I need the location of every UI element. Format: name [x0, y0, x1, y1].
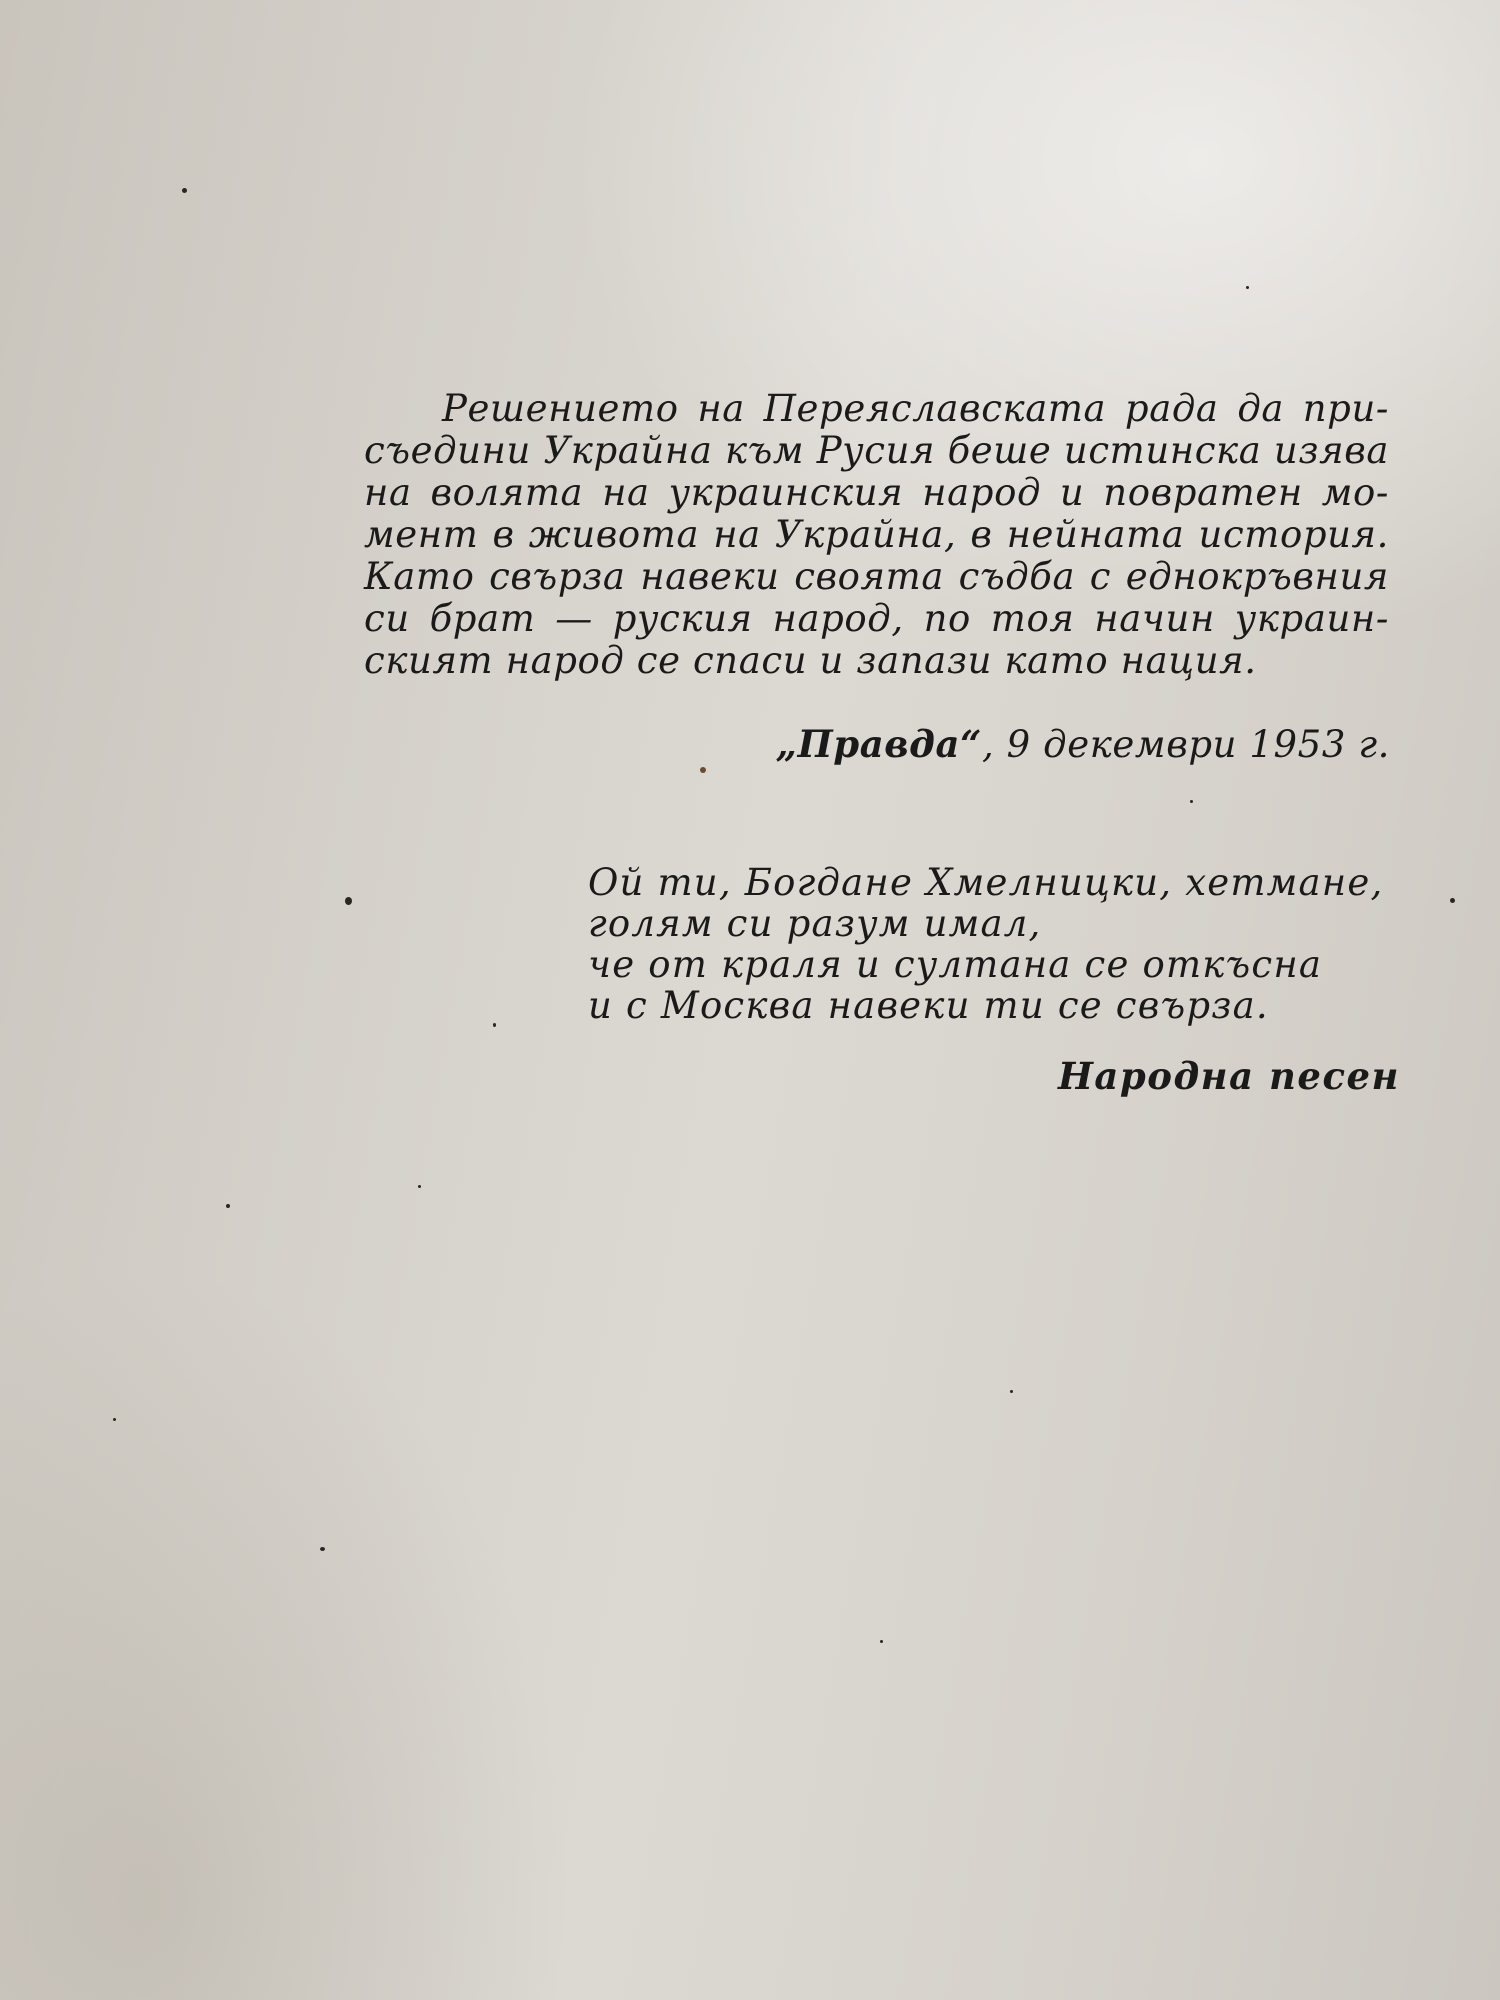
- quote-line: си брат — руския народ, по тоя начин украин-: [364, 597, 1389, 640]
- paper-speck: [493, 1023, 496, 1027]
- verse-line: и с Москва навеки ти се свърза.: [588, 984, 1269, 1027]
- quote-line: Решението на Переяславската рада да при-: [442, 387, 1389, 430]
- quote-line: съедини Украйна към Русия беше истинска изява: [364, 429, 1389, 472]
- paper-speck: [1010, 1390, 1013, 1393]
- paper-speck: [113, 1418, 116, 1421]
- paper-speck: [418, 1185, 421, 1188]
- source-name: „Правда“: [775, 722, 982, 766]
- paper-speck: [1450, 898, 1455, 903]
- paper-speck: [1246, 286, 1249, 289]
- quote-line: ският народ се спаси и запази като нация.: [364, 639, 1257, 682]
- paper-speck: [345, 897, 352, 905]
- paper-speck: [182, 188, 187, 193]
- paper-speck: [700, 767, 706, 773]
- verse-line: Ой ти, Богдане Хмелницки, хетмане,: [588, 861, 1384, 904]
- verse-line: голям си разум имал,: [588, 902, 1042, 945]
- paper-speck: [880, 1640, 883, 1643]
- paper-speck: [320, 1547, 325, 1551]
- quote-line: Като свърза навеки своята съдба с еднокръвния: [364, 555, 1389, 598]
- paper-speck: [226, 1204, 230, 1208]
- verse-attribution: Народна песен: [1057, 1054, 1400, 1098]
- paper-speck: [1190, 800, 1193, 803]
- quote-source: [776, 722, 1390, 766]
- quote-line: на волята на украинския народ и повратен мо-: [364, 471, 1389, 514]
- folk-verse: [588, 862, 1383, 1026]
- verse-line: че от краля и султана се откъсна: [588, 943, 1323, 986]
- quote-line: мент в живота на Украйна, в нейната история.: [364, 513, 1389, 556]
- source-date: , 9 декември 1953 г.: [981, 723, 1390, 766]
- quote-paragraph: [364, 388, 1389, 682]
